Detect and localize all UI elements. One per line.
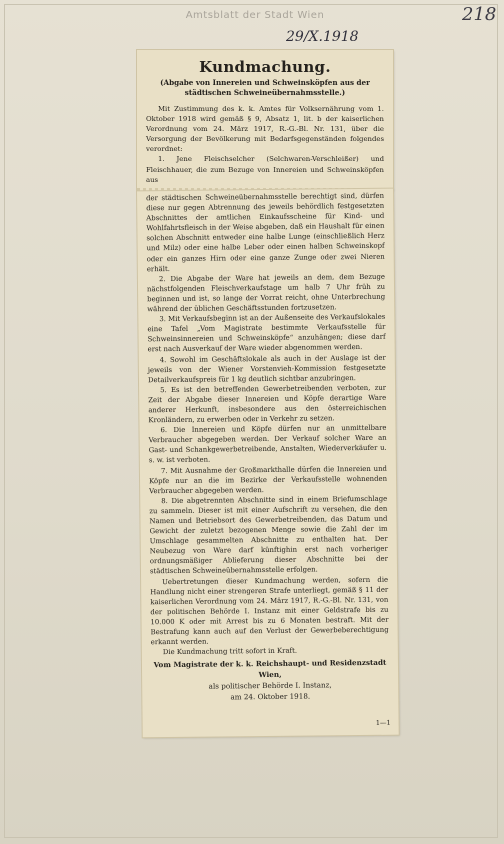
clipping-bottom bbox=[137, 189, 399, 738]
clipping-top bbox=[137, 50, 393, 190]
signature-role: als politischer Behörde I. Instanz, bbox=[208, 680, 332, 691]
archive-stamp: Amtsblatt der Stadt Wien bbox=[185, 10, 325, 21]
notice-paragraph: 6. Die Innereien und Köpfe dürfen nur an unmittelbare Verbraucher abgegeben werden. Der Verkauf solcher Ware an Gast- und Schankgewerbetreibende, Anstalten, Wiederverkäufer u. s. w. ist verboten. bbox=[148, 423, 387, 465]
notice-signature bbox=[151, 657, 389, 703]
notice-paragraph: der städtischen Schweineübernahmsstelle berechtigt sind, dürfen diese nur gegen Abtrennung des jeweils behördlich festgesetzten Abschnittes der amtlichen Einkaufsscheine für Kind- und Wohlfahrtsfleisch in der Weise abgeben, daß ein Haushalt für einen solchen Abschnitt entweder eine halbe Lunge (einschließlich Herz und Milz) oder eine halbe Leber oder einen halben Schweinskopf oder ein ganzes Hirn oder eine ganze Zunge oder zwei Nieren erhält. bbox=[146, 191, 385, 273]
signature-reference: 1—1 bbox=[375, 718, 391, 727]
notice-paragraph: 5. Es ist den betreffenden Gewerbetreibenden verboten, zur Zeit der Abgabe dieser Innereien und Köpfe derartige Ware anderer Herkunft, insbesondere aus den österreichischen Kronländern, zu erwerben oder in Verkehr zu setzen. bbox=[148, 383, 387, 425]
notice-paragraph: 4. Sowohl im Geschäftslokale als auch in der Auslage ist der jeweils von der Wiener Vorstenvieh-Kommission festgesetzte Detailverkaufspreis für 1 kg deutlich sichtbar anzubringen. bbox=[147, 353, 386, 384]
notice-title: Kundmachung. bbox=[199, 58, 331, 76]
notice-paragraph: 7. Mit Ausnahme der Großmarkthalle dürfen die Innereien und Köpfe nur an die im Bezirke der Verkaufsstelle wohnenden Verbraucher abgegeben werden. bbox=[148, 464, 388, 495]
notice-paragraph: 8. Die abgetrennten Abschnitte sind in einem Briefumschlage zu sammeln. Dieser ist mit einer Aufschrift zu versehen, die den Namen und Betriebsort des Gewerbetreibenden, das Datum und Gewicht der zuletzt bezogenen Menge sowie die Zahl der im Umschlage gesammelten Abschnitte zu enthalten hat. Der Neubezug von Ware darf künftighin erst nach vorheriger ordnungsmäßiger Ablieferung dieser Abschnitte bei der städtischen Schweineübernahmsstelle erfolgen. bbox=[149, 494, 388, 576]
notice-subtitle: (Abgabe von Innereien und Schweinsköpfen aus der städtischen Schweineübernahmsstelle.) bbox=[160, 78, 370, 97]
handwritten-date: 29/X.1918 bbox=[286, 29, 359, 45]
notice-paragraph: 1. Jene Fleischselcher (Selchwaren-Verschleißer) und Fleischhauer, die zum Bezuge von Innereien und Schweinsköpfen aus bbox=[146, 155, 384, 184]
notice-paragraph: 3. Mit Verkaufsbeginn ist an der Außenseite des Verkaufslokales eine Tafel „Vom Magistrate bestimmte Verkaufsstelle für Schweinsinnereien und Schweinsköpfe“ anzuhängen; diese darf erst nach Ausverkauf der Ware wieder abgenommen werden. bbox=[147, 312, 386, 354]
notice-paragraph: 2. Die Abgabe der Ware hat jeweils an dem, dem Bezuge nächstfolgenden Fleischverkaufstage um halb 7 Uhr früh zu beginnen und ist, so lange der Vorrat reicht, ohne Unterbrechung während der üblichen Geschäftsstunden fortzusetzen. bbox=[146, 272, 386, 314]
signature-authority: Vom Magistrate der k. k. Reichshaupt- und Residenzstadt Wien, bbox=[153, 658, 387, 680]
notice-paragraph: Mit Zustimmung des k. k. Amtes für Volksernährung vom 1. Oktober 1918 wird gemäß § 9, Absatz 1, lit. b der kaiserlichen Verordnung vom 24. März 1917, R.-G.-Bl. Nr. 131, über die Versorgung der Bevölkerung mit Bedarfsgegenständen folgendes verordnet: bbox=[146, 105, 384, 154]
notice-paragraph: Die Kundmachung tritt sofort in Kraft. bbox=[162, 646, 298, 657]
signature-date: am 24. Oktober 1918. bbox=[230, 691, 311, 702]
notice-paragraph: Uebertretungen dieser Kundmachung werden, sofern die Handlung nicht einer strengeren Strafe unterliegt, gemäß § 11 der kaiserlichen Verordnung vom 24. März 1917, R.-G.-Bl. Nr. 131, von der politischen Behörde I. Instanz mit einer Geldstrafe bis zu 10.000 K oder mit Arrest bis zu 6 Monaten bestraft. Mit der Bestrafung kann auch auf den Verlust der Gewerbeberechtigung erkannt werden. bbox=[150, 575, 389, 647]
handwritten-page-number: 218 bbox=[462, 4, 497, 25]
